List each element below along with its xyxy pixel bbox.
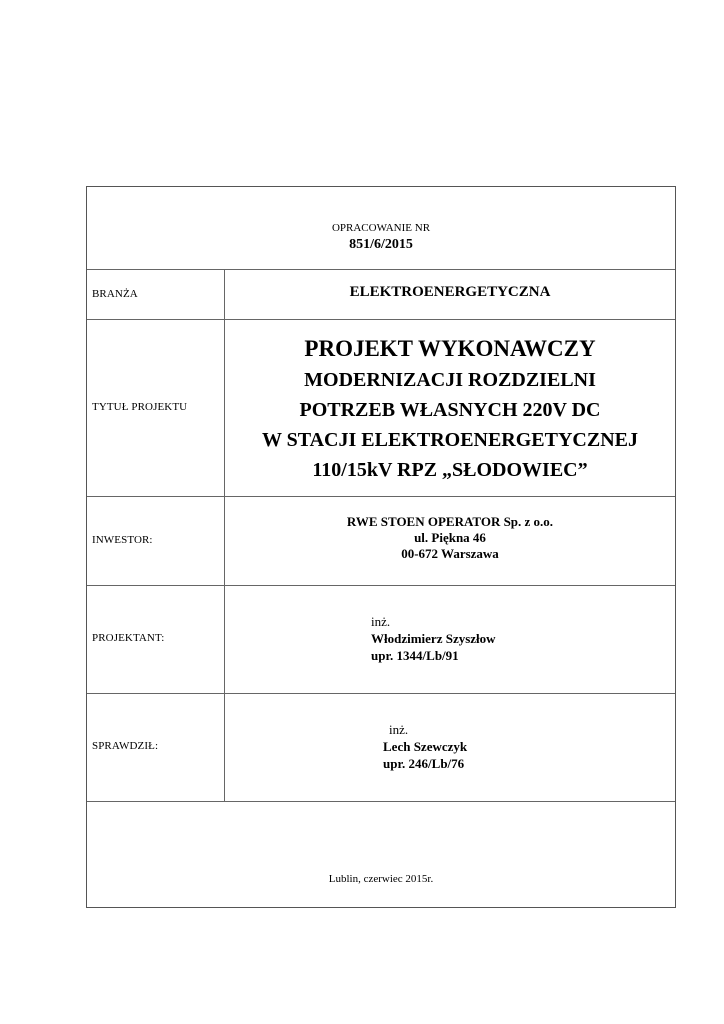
place-date: Lublin, czerwiec 2015r. [328,873,434,885]
divider [87,496,675,497]
sprawdzil-name: Lech Szewczyk [383,739,468,754]
sprawdzil-block [383,721,467,772]
sprawdzil-license: upr. 246/Lb/76 [383,756,465,771]
projektant-label: PROJEKTANT: [92,632,165,644]
project-title-line: PROJEKT WYKONAWCZY [304,336,596,361]
project-title [225,335,675,485]
branza-label: BRANŻA [92,288,138,300]
divider [87,269,675,270]
projektant-license: upr. 1344/Lb/91 [371,648,459,663]
document-number: 851/6/2015 [349,237,413,252]
document-number-label: OPRACOWANIE NR [331,222,431,234]
title-sheet [86,186,676,908]
project-title-line: 110/15kV RPZ „SŁODOWIEC” [312,459,588,481]
inwestor-name: RWE STOEN OPERATOR Sp. z o.o. [346,514,554,529]
divider [87,585,675,586]
header-block [87,222,675,253]
inwestor-label: INWESTOR: [92,534,153,546]
divider [87,319,675,320]
sprawdzil-label: SPRAWDZIŁ: [92,740,159,752]
inwestor-city: 00-672 Warszawa [401,546,499,561]
branza-value: ELEKTROENERGETYCZNA [349,284,551,300]
project-title-line: POTRZEB WŁASNYCH 220V DC [299,399,601,421]
inwestor-block [225,514,675,562]
tytul-label: TYTUŁ PROJEKTU [92,401,188,413]
project-title-line: W STACJI ELEKTROENERGETYCZNEJ [261,429,638,451]
projektant-title: inż. [371,614,391,629]
project-title-line: MODERNIZACJI ROZDZIELNI [304,369,596,391]
inwestor-street: ul. Piękna 46 [414,530,486,545]
projektant-block [371,613,496,664]
sprawdzil-title: inż. [389,722,409,737]
divider [87,801,675,802]
divider [87,693,675,694]
projektant-name: Włodzimierz Szyszłow [371,631,496,646]
